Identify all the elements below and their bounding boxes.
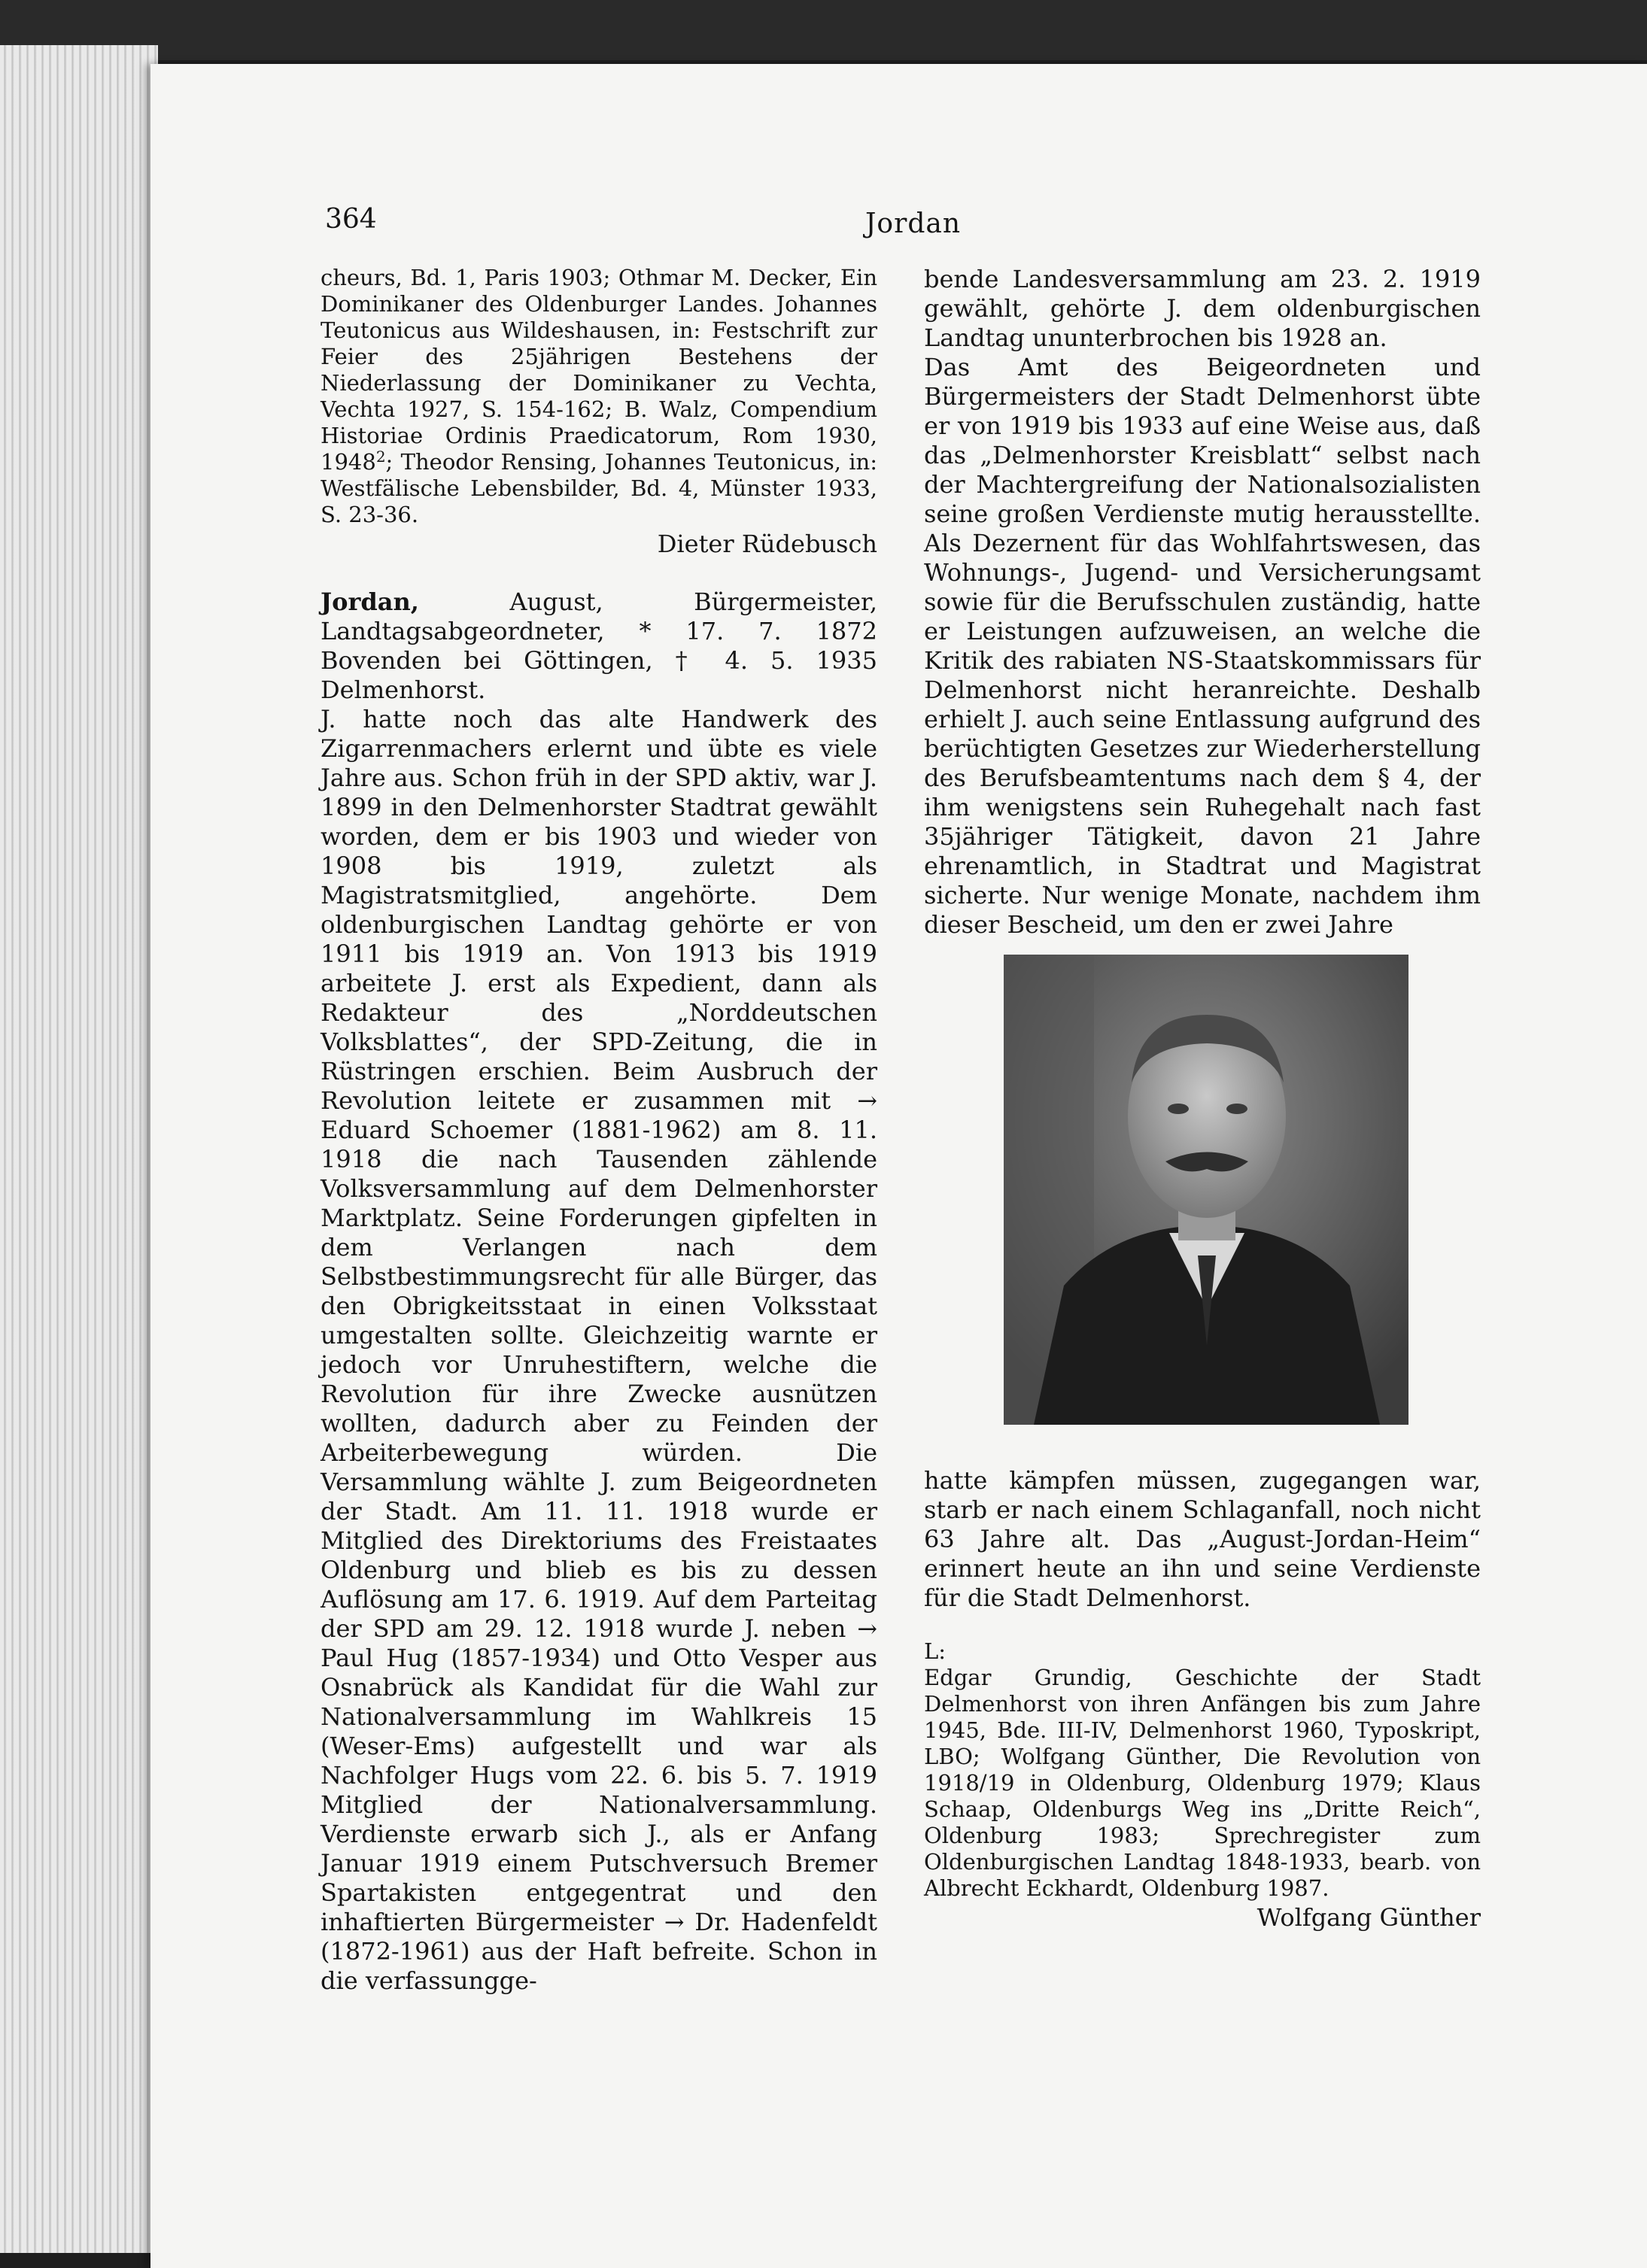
photo-slot [924, 940, 1481, 1466]
book-page-edges [0, 45, 158, 2253]
entry-body-right-3: hatte kämpfen müssen, zugegangen war, starb er nach einem Schlaganfall, noch nicht 63 Jahre alt. Das „August-Jordan-Heim“ erinnert heute an ihn und seine Verdienste für die Stadt Delmenhorst. [924, 1466, 1481, 1612]
portrait-photo [1004, 955, 1408, 1425]
entry-name: Jordan, [321, 587, 419, 616]
entry-author: Wolfgang Günther [1257, 1903, 1481, 1932]
entry-heading-details: August, Bürgermeister, Landtagsabgeordneter, * 17. 7. 1872 Bovenden bei Göttingen, † 4. 5. 1935 Delmenhorst. [321, 587, 877, 704]
entry-body-left: J. hatte noch das alte Handwerk des Zigarrenmachers erlernt und übte es viele Jahre aus. Schon früh in der SPD aktiv, war J. 1899 in den Delmenhorster Stadtrat gewählt worden, dem er bis 1903 und wieder von 1908 bis 1919, zuletzt als Magistratsmitglied, angehörte. Dem oldenburgischen Landtag gehörte er von 1911 bis 1919 an. Von 1913 bis 1919 arbeitete J. erst als Expedient, dann als Redakteur des „Norddeutschen Volksblattes“, der SPD-Zeitung, die in Rüstringen erschien. Beim Ausbruch der Revolution leitete er zusammen mit → Eduard Schoemer (1881-1962) am 8. 11. 1918 die nach Tausenden zählende Volksversammlung auf dem Delmenhorster Marktplatz. Seine Forderungen gipfelten in dem Verlangen nach dem Selbstbestimmungsrecht für alle Bürger, das den Obrigkeitsstaat in einen Volksstaat umgestalten sollte. Gleichzeitig warnte er jedoch vor Unruhestiftern, welche die Revolution für ihre Zwecke ausnützen wollten, dadurch aber zu Feinden der Arbeiterbewegung würden. Die Versammlung wählte J. zum Beigeordneten der Stadt. Am 11. 11. 1918 wurde er Mitglied des Direktoriums des Freistaates Oldenburg und blieb es bis zu dessen Auflösung am 17. 6. 1919. Auf dem Parteitag der SPD am 29. 12. 1918 wurde J. neben → Paul Hug (1857-1934) und Otto Vesper aus Osnabrück als Kandidat für die Wahl zur Nationalversammlung im Wahlkreis 15 (Weser-Ems) aufgestellt und war als Nachfolger Hugs vom 22. 6. bis 5. 7. 1919 Mitglied der Nationalversammlung. Verdienste erwarb sich J., als er Anfang Januar 1919 einem Putschversuch Bremer Spartakisten entgegentrat und den inhaftierten Bürgermeister → Dr. Hadenfeldt (1872-1961) aus der Haft befreite. Schon in die verfassungge- [321, 705, 877, 1995]
previous-literature-text: cheurs, Bd. 1, Paris 1903; Othmar M. Decker, Ein Dominikaner des Oldenburger Landes. Johannes Teutonicus aus Wildeshausen, in: Festschrift zur Feier des 25jährigen Bestehens der Niederlassung der Dominikaner zu Vechta, Vechta 1927, S. 154-162; B. Walz, Compendium Historiae Ordinis Praedicatorum, Rom 1930, 1948 [321, 265, 877, 475]
entry-body-right-1: bende Landesversammlung am 23. 2. 1919 gewählt, gehörte J. dem oldenburgischen Landtag ununterbrochen bis 1928 an. [924, 265, 1481, 352]
right-column [924, 265, 1481, 1933]
book-binding-edge [0, 0, 1647, 60]
portrait-photo-icon [1004, 955, 1408, 1425]
edition-superscript: 2 [375, 448, 386, 466]
entry-heading [321, 587, 877, 705]
previous-entry-literature [321, 265, 877, 528]
previous-entry-author: Dieter Rüdebusch [657, 530, 877, 558]
entry-body-right-2: Das Amt des Beigeordneten und Bürgermeisters der Stadt Delmenhorst übte er von 1919 bis 1933 auf eine Weise aus, daß das „Delmenhorster Kreisblatt“ selbst nach der Machtergreifung der Nationalsozialisten seine großen Verdienste mutig herausstellte. Als Dezernent für das Wohlfahrtswesen, das Wohnungs-, Jugend- und Versicherungsamt sowie für die Berufsschulen zuständig, hatte er Leistungen aufzuweisen, an welche die Kritik des rabiaten NS-Staatskommissars für Delmenhorst nicht heranreichte. Deshalb erhielt J. auch seine Entlassung aufgrund des berüchtigten Gesetzes zur Wiederherstellung des Berufsbeamtentums nach dem § 4, der ihm wenigstens sein Ruhegehalt nach fast 35jähriger Tätigkeit, davon 21 Jahre ehrenamtlich, in Stadtrat und Magistrat sicherte. Nur wenige Monate, nachdem ihm dieser Bescheid, um den er zwei Jahre [924, 353, 1481, 939]
literature-text: Edgar Grundig, Geschichte der Stadt Delmenhorst von ihren Anfängen bis zum Jahre 1945, Bde. III-IV, Delmenhorst 1960, Typoskript, LBO; Wolfgang Günther, Die Revolution von 1918/19 in Oldenburg, Oldenburg 1979; Klaus Schaap, Oldenburgs Weg ins „Dritte Reich“, Oldenburg 1983; Sprechregister zum Oldenburgischen Landtag 1848-1933, bearb. von Albrecht Eckhardt, Oldenburg 1987. [924, 1665, 1481, 1901]
previous-literature-text-rest: ; Theodor Rensing, Johannes Teutonicus, in: Westfälische Lebensbilder, Bd. 4, Münster 1933, S. 23-36. [321, 449, 877, 527]
page-number: 364 [325, 204, 377, 235]
left-column [321, 265, 877, 1996]
running-head: Jordan [865, 208, 962, 239]
literature-label: L: [924, 1638, 947, 1664]
